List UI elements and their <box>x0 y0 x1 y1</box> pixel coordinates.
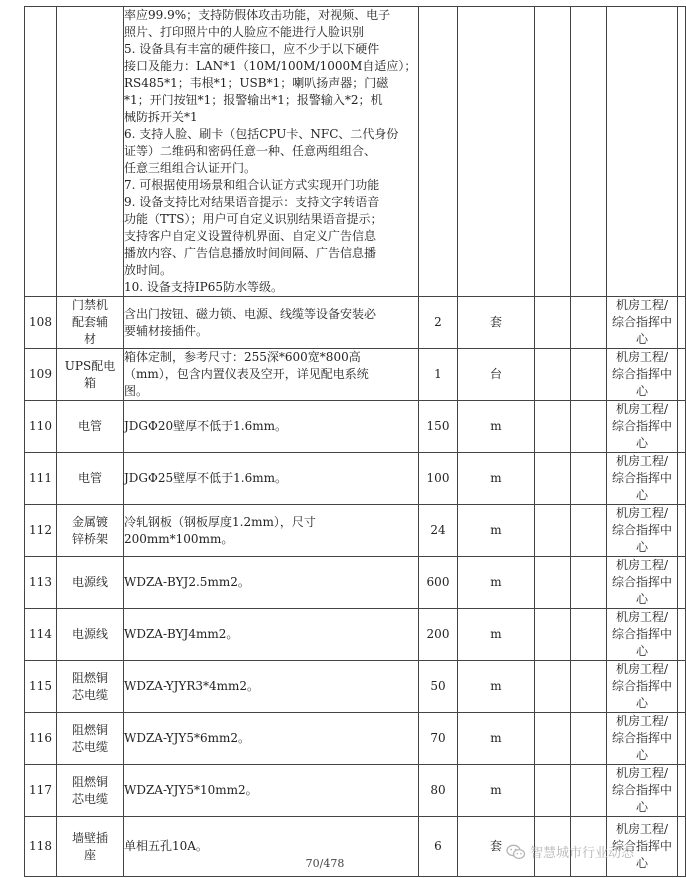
table-row <box>25 297 686 349</box>
item-description-cell <box>124 7 419 297</box>
location-line: 综合指挥中 <box>611 575 672 589</box>
item-location-cell <box>607 505 678 557</box>
location-line: 心 <box>635 800 648 814</box>
item-quantity-cell: 1 <box>419 349 458 401</box>
item-quantity-cell: 70 <box>419 713 458 765</box>
item-name-cell <box>57 349 124 401</box>
item-name-line: 电源线 <box>71 627 108 641</box>
empty-cell <box>535 661 571 713</box>
empty-cell <box>535 401 571 453</box>
item-name-cell <box>57 609 124 661</box>
item-name-line: 阻燃铜 <box>71 670 108 685</box>
empty-cell <box>678 505 686 557</box>
description-line: 箱体定制，参考尺寸：255深*600宽*800高 <box>124 350 361 364</box>
empty-cell <box>535 7 571 297</box>
item-location-cell <box>607 7 678 297</box>
table-row <box>25 609 686 661</box>
description-line: WDZA-BYJ2.5mm2。 <box>124 575 250 589</box>
empty-cell <box>678 661 686 713</box>
empty-cell <box>678 765 686 817</box>
item-description-cell <box>124 349 419 401</box>
description-line: 照片、打印照片中的人脸应不能进行人脸识别 <box>124 25 365 39</box>
item-description-cell <box>124 765 419 817</box>
item-number-cell: 109 <box>25 349 57 401</box>
location-line: 机房工程/ <box>615 766 669 780</box>
empty-cell <box>678 557 686 609</box>
table-row <box>25 505 686 557</box>
empty-cell <box>535 765 571 817</box>
item-unit-cell <box>458 7 535 297</box>
item-location-cell <box>607 557 678 609</box>
location-line: 心 <box>635 332 648 346</box>
item-number-cell: 110 <box>25 401 57 453</box>
empty-cell <box>678 713 686 765</box>
description-line: 率应99.9%；支持防假体攻击功能，对视频、电子 <box>124 8 391 22</box>
empty-cell <box>678 609 686 661</box>
description-line: 5. 设备具有丰富的硬件接口，应不少于以下硬件 <box>124 42 380 56</box>
item-unit-cell: m <box>458 609 535 661</box>
description-line: *1；开门按钮*1；报警输出*1；报警输入*2；机 <box>124 93 383 107</box>
item-quantity-cell: 6 <box>419 817 458 877</box>
location-line: 综合指挥中 <box>611 419 672 433</box>
location-line: 心 <box>635 696 648 710</box>
empty-cell <box>535 609 571 661</box>
location-line: 机房工程/ <box>615 662 669 676</box>
item-number-cell: 116 <box>25 713 57 765</box>
item-name-line: 材 <box>83 332 96 346</box>
item-location-cell <box>607 453 678 505</box>
item-description-cell <box>124 297 419 349</box>
empty-cell <box>571 609 607 661</box>
table-row <box>25 557 686 609</box>
description-line: 7. 可根据使用场景和组合认证方式实现开门功能 <box>124 178 380 192</box>
item-name-cell <box>57 453 124 505</box>
empty-cell <box>571 453 607 505</box>
description-line: （mm），包含内置仪表及空开，详见配电系统 <box>124 367 369 381</box>
item-name-line: 芯电缆 <box>71 791 108 806</box>
wechat-icon <box>506 844 526 860</box>
table-row <box>25 7 686 297</box>
description-line: 功能（TTS）；用户可自定义识别结果语音提示； <box>124 212 383 226</box>
item-description-cell <box>124 609 419 661</box>
location-line: 机房工程/ <box>615 558 669 572</box>
location-line: 心 <box>635 540 648 554</box>
item-quantity-cell: 600 <box>419 557 458 609</box>
location-line: 机房工程/ <box>615 506 669 520</box>
item-unit-cell: m <box>458 661 535 713</box>
empty-cell <box>571 713 607 765</box>
location-line: 心 <box>635 856 648 870</box>
location-line: 机房工程/ <box>615 350 669 364</box>
description-line: 播放内容、广告信息播放时间间隔、广告信息播 <box>124 246 377 260</box>
description-line: WDZA-BYJ4mm2。 <box>124 627 239 641</box>
description-line: 图。 <box>124 384 149 398</box>
empty-cell <box>678 297 686 349</box>
item-name-line: 门禁机 <box>71 298 108 312</box>
item-location-cell <box>607 401 678 453</box>
location-line: 机房工程/ <box>615 822 669 836</box>
item-name-cell <box>57 505 124 557</box>
item-location-cell <box>607 765 678 817</box>
location-line: 综合指挥中 <box>611 731 672 745</box>
location-line: 综合指挥中 <box>611 627 672 641</box>
empty-cell <box>571 7 607 297</box>
location-line: 心 <box>635 592 648 606</box>
empty-cell <box>571 401 607 453</box>
item-name-line: 墙壁插 <box>71 830 108 845</box>
item-quantity-cell: 200 <box>419 609 458 661</box>
description-line: 证等）二维码和密码任意一种、任意两组组合、 <box>124 144 377 158</box>
description-line: 任意三组组合认证开门。 <box>124 161 257 175</box>
item-quantity-cell: 2 <box>419 297 458 349</box>
description-line: 含出门按钮、磁力锁、电源、线缆等设备安装必 <box>124 306 377 321</box>
item-name-line: 配套辅 <box>71 315 108 329</box>
item-description-cell <box>124 557 419 609</box>
item-name-cell <box>57 765 124 817</box>
item-name-line: 锌桥架 <box>71 531 108 546</box>
item-unit-cell: m <box>458 557 535 609</box>
item-quantity-cell: 24 <box>419 505 458 557</box>
item-name-line: 座 <box>83 847 96 862</box>
description-line: 放时间。 <box>124 263 173 277</box>
description-line: 200mm*100mm。 <box>124 531 234 546</box>
item-number-cell: 118 <box>25 817 57 877</box>
item-name-line: 阻燃铜 <box>71 722 108 737</box>
item-description-cell <box>124 505 419 557</box>
empty-cell <box>571 557 607 609</box>
item-name-cell <box>57 7 124 297</box>
table-row <box>25 349 686 401</box>
item-name-line: 电管 <box>77 419 102 433</box>
item-description-cell <box>124 453 419 505</box>
item-unit-cell: m <box>458 505 535 557</box>
description-line: 6. 支持人脸、刷卡（包括CPU卡、NFC、二代身份 <box>124 127 399 141</box>
item-name-cell <box>57 297 124 349</box>
location-line: 综合指挥中 <box>611 783 672 797</box>
item-unit-cell: 台 <box>458 349 535 401</box>
location-line: 机房工程/ <box>615 402 669 416</box>
item-name-cell <box>57 557 124 609</box>
watermark <box>506 842 634 861</box>
item-name-cell <box>57 713 124 765</box>
item-location-cell <box>607 349 678 401</box>
item-location-cell <box>607 297 678 349</box>
item-number-cell: 114 <box>25 609 57 661</box>
table-row <box>25 765 686 817</box>
description-line: 冷轧钢板（钢板厚度1.2mm），尺寸 <box>124 514 316 529</box>
empty-cell <box>571 765 607 817</box>
item-unit-cell: 套 <box>458 297 535 349</box>
empty-cell <box>571 505 607 557</box>
description-line: 接口及能力：LAN*1（10M/100M/1000M自适应）； <box>124 59 417 73</box>
location-line: 综合指挥中 <box>611 839 672 853</box>
description-line: 要辅材接插件。 <box>124 323 209 338</box>
location-line: 机房工程/ <box>615 610 669 624</box>
description-line: 单相五孔10A。 <box>124 839 208 853</box>
watermark-text: 智慧城市行业动态 <box>529 846 634 861</box>
item-number-cell: 108 <box>25 297 57 349</box>
empty-cell <box>535 713 571 765</box>
location-line: 机房工程/ <box>615 714 669 728</box>
location-line: 心 <box>635 384 648 398</box>
location-line: 综合指挥中 <box>611 367 672 381</box>
item-name-line: 箱 <box>83 375 96 390</box>
table-row <box>25 713 686 765</box>
empty-cell <box>535 349 571 401</box>
description-line: 9. 设备支持比对结果语音提示：支持文字转语音 <box>124 195 380 209</box>
empty-cell <box>535 557 571 609</box>
item-description-cell <box>124 713 419 765</box>
location-line: 心 <box>635 644 648 658</box>
location-line: 机房工程/ <box>615 454 669 468</box>
equipment-spec-table <box>24 6 686 877</box>
item-name-line: 电管 <box>77 471 102 485</box>
description-line: JDGΦ25壁厚不低于1.6mm。 <box>124 471 287 485</box>
item-name-line: 金属镀 <box>71 514 108 529</box>
location-line: 机房工程/ <box>615 298 669 312</box>
item-unit-cell: m <box>458 453 535 505</box>
description-line: WDZA-YJY5*10mm2。 <box>124 783 258 797</box>
item-description-cell <box>124 661 419 713</box>
item-quantity-cell: 80 <box>419 765 458 817</box>
empty-cell <box>678 7 686 297</box>
item-location-cell <box>607 713 678 765</box>
item-name-line: 阻燃铜 <box>71 774 108 789</box>
description-line: WDZA-YJY5*6mm2。 <box>124 731 251 745</box>
item-unit-cell: 套 <box>458 817 535 877</box>
description-line: 械防拆开关*1 <box>124 110 198 124</box>
item-name-line: UPS配电 <box>64 358 116 373</box>
description-line: JDGΦ20壁厚不低于1.6mm。 <box>124 419 287 433</box>
item-name-line: 电源线 <box>71 575 108 589</box>
item-unit-cell: m <box>458 401 535 453</box>
item-number-cell: 117 <box>25 765 57 817</box>
table-row <box>25 401 686 453</box>
empty-cell <box>678 817 686 877</box>
description-line: 10. 设备支持IP65防水等级。 <box>124 280 283 294</box>
item-number-cell: 111 <box>25 453 57 505</box>
empty-cell <box>535 297 571 349</box>
item-number-cell: 115 <box>25 661 57 713</box>
item-unit-cell: m <box>458 713 535 765</box>
empty-cell <box>535 453 571 505</box>
empty-cell <box>678 401 686 453</box>
item-name-cell <box>57 401 124 453</box>
table-row <box>25 453 686 505</box>
item-quantity-cell: 50 <box>419 661 458 713</box>
item-quantity-cell: 100 <box>419 453 458 505</box>
page-number: 70/478 <box>305 857 345 870</box>
location-line: 综合指挥中 <box>611 315 672 329</box>
item-name-cell <box>57 661 124 713</box>
item-location-cell <box>607 661 678 713</box>
item-quantity-cell <box>419 7 458 297</box>
empty-cell <box>571 661 607 713</box>
item-number-cell <box>25 7 57 297</box>
location-line: 综合指挥中 <box>611 523 672 537</box>
description-line: WDZA-YJYR3*4mm2。 <box>124 679 260 693</box>
empty-cell <box>678 349 686 401</box>
description-line: RS485*1；韦根*1；USB*1；喇叭扬声器；门磁 <box>124 76 389 90</box>
empty-cell <box>535 505 571 557</box>
location-line: 心 <box>635 436 648 450</box>
description-line: 支持客户自定义设置待机界面、自定义广告信息 <box>124 229 377 243</box>
item-name-line: 芯电缆 <box>71 739 108 754</box>
item-location-cell <box>607 609 678 661</box>
location-line: 综合指挥中 <box>611 471 672 485</box>
item-unit-cell: m <box>458 765 535 817</box>
item-quantity-cell: 150 <box>419 401 458 453</box>
table-row <box>25 661 686 713</box>
item-name-line: 芯电缆 <box>71 687 108 702</box>
empty-cell <box>571 349 607 401</box>
item-description-cell <box>124 401 419 453</box>
location-line: 心 <box>635 488 648 502</box>
empty-cell <box>571 297 607 349</box>
location-line: 综合指挥中 <box>611 679 672 693</box>
item-number-cell: 112 <box>25 505 57 557</box>
empty-cell <box>678 453 686 505</box>
item-number-cell: 113 <box>25 557 57 609</box>
location-line: 心 <box>635 748 648 762</box>
